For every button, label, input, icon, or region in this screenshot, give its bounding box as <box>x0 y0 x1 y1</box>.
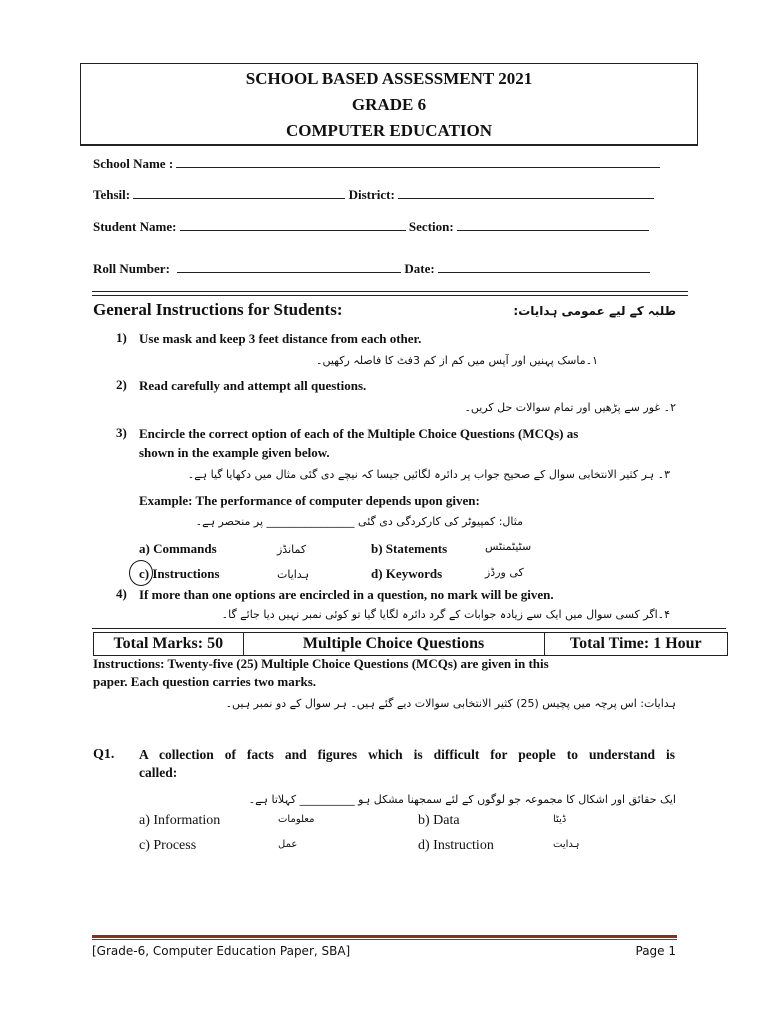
student-name-label: Student Name: <box>93 219 177 234</box>
instruction-3-text-line1: Encircle the correct option of each of the Multiple Choice Questions (MCQs) as <box>139 426 579 441</box>
q1-text-line2: called: <box>139 765 178 780</box>
school-name-label: School Name : <box>93 156 174 171</box>
instruction-1-text: Use mask and keep 3 feet distance from each other. <box>139 331 422 346</box>
q1-option-a[interactable]: a) Information <box>139 813 221 828</box>
section-title: Multiple Choice Questions <box>244 633 545 655</box>
example-option-d-urdu: کی ورڈز <box>485 566 524 579</box>
school-name-row <box>93 155 660 172</box>
example-urdu: مثال: کمپیوٹر کی کارکردگی دی گئی ________________ پر منحصر ہے۔ <box>195 515 523 528</box>
example-text: Example: The performance of computer depends upon given: <box>139 493 480 508</box>
section-label: Section: <box>408 219 454 234</box>
mcq-instructions-urdu: ہدایات: اس پرچہ میں پچیس (25) کثیر الانتخابی سوالات دیے گئے ہیں۔ ہر سوال کے دو نمبر ہیں۔ <box>225 697 676 710</box>
instruction-4-number: 4) <box>116 586 127 601</box>
instruction-1-number: 1) <box>116 330 127 345</box>
marks-bar <box>93 632 728 656</box>
mcq-instructions-line2: paper. Each question carries two marks. <box>93 674 317 689</box>
title-box <box>80 63 698 146</box>
q1-option-d[interactable]: d) Instruction <box>418 838 494 853</box>
general-instructions-heading-urdu: طلبہ کے لیے عمومی ہدایات: <box>513 304 676 318</box>
student-name-field[interactable] <box>180 218 406 231</box>
marks-bar-rule <box>92 628 726 629</box>
school-name-field[interactable] <box>176 155 660 168</box>
q1-option-b[interactable]: b) Data <box>418 813 460 828</box>
total-marks: Total Marks: 50 <box>94 633 244 655</box>
instruction-1-urdu: ۱۔ماسک پہنیں اور آپس میں کم از کم 3فٹ کا فاصلہ رکھیں۔ <box>316 354 598 367</box>
example-option-c-urdu: ہدایات <box>277 568 310 581</box>
instruction-2-text: Read carefully and attempt all questions. <box>139 378 367 393</box>
q1-option-c[interactable]: c) Process <box>139 838 197 853</box>
footer-rule <box>92 935 677 938</box>
example-option-c: c) Instructions <box>139 566 220 581</box>
instruction-3-number: 3) <box>116 425 127 440</box>
total-time: Total Time: 1 Hour <box>569 635 702 652</box>
instruction-3-text-line2: shown in the example given below. <box>139 445 330 460</box>
example-option-b-urdu: سٹیٹمنٹس <box>485 540 532 553</box>
student-section-row <box>93 218 649 235</box>
roll-number-label: Roll Number: <box>93 261 170 276</box>
q1-option-a-urdu: معلومات <box>278 814 315 825</box>
mcq-instructions-line1: Instructions: Twenty-five (25) Multiple Choice Questions (MCQs) are given in this <box>93 656 549 671</box>
instruction-4-urdu: ۴۔اگر کسی سوال میں ایک سے زیادہ جوابات کے گرد دائرہ لگایا گیا تو کوئی نمبر نہیں دیا جائے گا۔ <box>221 608 670 621</box>
q1-option-b-urdu: ڈیٹا <box>553 814 567 825</box>
section-field[interactable] <box>457 218 649 231</box>
footer-rule-thin <box>92 939 677 940</box>
instruction-4-text: If more than one options are encircled in a question, no mark will be given. <box>139 587 554 602</box>
q1-number: Q1. <box>93 747 115 762</box>
example-option-a-urdu: کمانڈز <box>277 543 307 556</box>
separator-line <box>92 291 688 292</box>
q1-option-c-urdu: عمل <box>278 839 298 850</box>
general-instructions-heading: General Instructions for Students: <box>93 300 343 319</box>
tehsil-label: Tehsil: <box>93 187 131 202</box>
instruction-2-number: 2) <box>116 377 127 392</box>
example-option-a: a) Commands <box>139 541 217 556</box>
exam-title: SCHOOL BASED ASSESSMENT 2021 <box>245 69 533 88</box>
grade-title: GRADE 6 <box>351 95 427 114</box>
instruction-3-urdu: ۳۔ ہر کثیر الانتخابی سوال کے صحیح جواب پر دائرہ لگائیں جیسا کہ نیچے دی گئی مثال میں دکھایا گیا ہے۔ <box>187 468 670 481</box>
q1-urdu: ایک حقائق اور اشکال کا مجموعہ جو لوگوں کے لئے سمجھنا مشکل ہو __________ کہلاتا ہے۔ <box>248 793 676 806</box>
footer-left: [Grade-6, Computer Education Paper, SBA] <box>92 944 351 958</box>
example-option-d: d) Keywords <box>371 566 443 581</box>
roll-number-field[interactable] <box>177 260 401 273</box>
district-field[interactable] <box>398 186 654 199</box>
page-number: Page 1 <box>635 944 676 958</box>
q1-text-line1: A collection of facts and figures which is difficult for people to understand is <box>139 747 675 762</box>
tehsil-district-row <box>93 186 654 203</box>
date-label: Date: <box>404 261 435 276</box>
district-label: District: <box>348 187 395 202</box>
separator-line-2 <box>92 295 688 296</box>
q1-option-d-urdu: ہدایت <box>553 839 580 850</box>
roll-date-row <box>93 260 650 277</box>
subject-title: COMPUTER EDUCATION <box>285 121 493 140</box>
example-option-b: b) Statements <box>371 541 448 556</box>
date-field[interactable] <box>438 260 650 273</box>
tehsil-field[interactable] <box>133 186 345 199</box>
instruction-2-urdu: ۲۔ غور سے پڑھیں اور تمام سوالات حل کریں۔ <box>464 401 676 414</box>
